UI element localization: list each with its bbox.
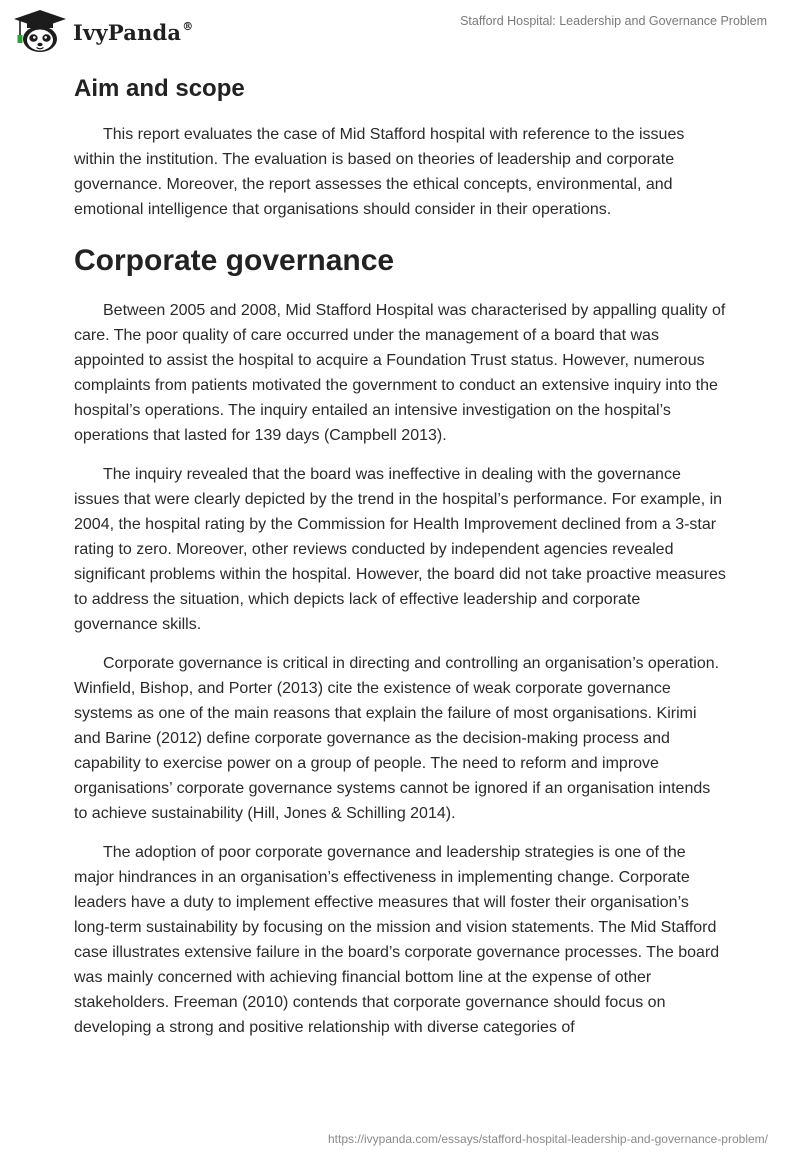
paragraph: This report evaluates the case of Mid Stafford hospital with reference to the issues within the institution. The evaluation is based on theories of leadership and corporate governance. Moreover, the report assesses the ethical concepts, environmental, and emotional intelligence that organisations should consider in their operations. <box>74 126 685 218</box>
section-heading-corporate-governance: Corporate governance <box>74 244 395 277</box>
paragraph: The adoption of poor corporate governance and leadership strategies is one of the major hindrances in an organisation’s effectiveness in implementing change. Corporate leaders have a duty to implement effective measures that will foster their organisation’s long-term sustainability by focusing on the mission and vision statements. The Mid Stafford case illustrates extensive failure in the board’s corporate governance processes. The board was mainly concerned with achieving financial bottom line at the expense of other stakeholders. Freeman (2010) contends that corporate governance should focus on developing a strong and positive relationship with diverse categories of <box>74 844 720 1036</box>
paragraph: The inquiry revealed that the board was ineffective in dealing with the governance issues that were clearly depicted by the trend in the hospital’s performance. For example, in 2004, the hospital rating by the Commission for Health Improvement declined from a 3-star rating to zero. Moreover, other reviews conducted by independent agencies revealed significant problems within the hospital. However, the board did not take proactive measures to address the situation, which depicts lack of effective leadership and corporate governance skills. <box>74 466 726 633</box>
page-header <box>0 0 800 62</box>
paragraph: Between 2005 and 2008, Mid Stafford Hospital was characterised by appalling quality of care. The poor quality of care occurred under the management of a board that was appointed to assist the hospital to acquire a Foundation Trust status. However, numerous complaints from patients motivated the government to conduct an extensive inquiry into the hospital’s operations. The inquiry entailed an intensive investigation on the hospital’s operations that lasted for 139 days (Campbell 2013). <box>74 302 726 444</box>
source-url-link[interactable]: https://ivypanda.com/essays/stafford-hospital-leadership-and-governance-problem/ <box>327 1132 768 1146</box>
ivypanda-logo[interactable] <box>12 8 193 54</box>
article-body <box>74 74 726 1054</box>
paragraph: Corporate governance is critical in directing and controlling an organisation’s operation. Winfield, Bishop, and Porter (2013) cite the existence of weak corporate governance systems as one of the main reasons that explain the failure of most organisations. Kirimi and Barine (2012) define corporate governance as the decision-making process and capability to exercise power on a group of people. The need to reform and improve organisations’ corporate governance systems cannot be ignored if an organisation intends to achieve sustainability (Hill, Jones & Schilling 2014). <box>74 655 720 822</box>
brand-name: IvyPanda® <box>73 19 194 45</box>
panda-graduate-icon <box>12 8 68 54</box>
document-title: Stafford Hospital: Leadership and Governance Problem <box>460 14 767 28</box>
section-heading-aim: Aim and scope <box>74 75 245 102</box>
